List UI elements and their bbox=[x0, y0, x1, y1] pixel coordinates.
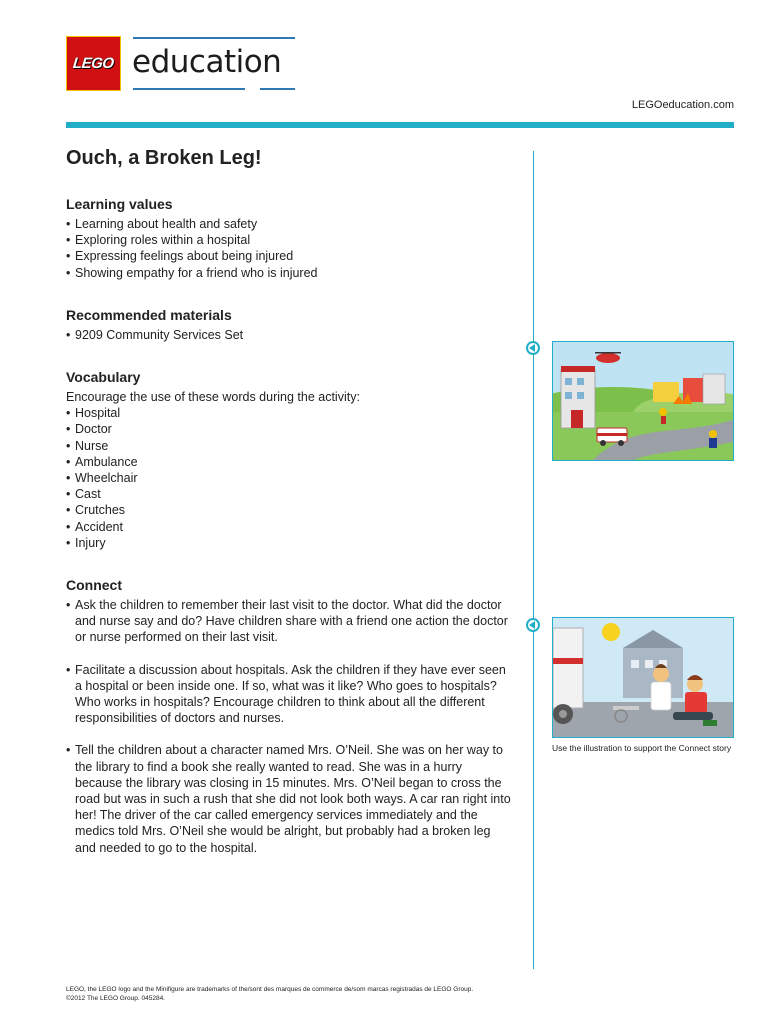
list-item: • Ambulance bbox=[66, 454, 511, 470]
list-item: • Hospital bbox=[66, 405, 511, 421]
materials-section bbox=[66, 307, 511, 343]
brand-line-bottom-left bbox=[133, 88, 245, 90]
vocabulary-list bbox=[66, 405, 511, 551]
list-item: • Accident bbox=[66, 519, 511, 535]
list-item: • Expressing feelings about being injured bbox=[66, 248, 511, 264]
lego-logo bbox=[66, 36, 121, 91]
brand-line-top bbox=[133, 37, 295, 39]
community-set-illustration bbox=[553, 342, 733, 460]
connect-pointer-icon bbox=[526, 618, 540, 632]
connect-section bbox=[66, 577, 511, 856]
list-item: • 9209 Community Services Set bbox=[66, 327, 511, 343]
list-item: • Injury bbox=[66, 535, 511, 551]
connect-heading: Connect bbox=[66, 577, 122, 594]
learning-values-section bbox=[66, 196, 511, 281]
vocabulary-intro: Encourage the use of these words during the activity: bbox=[66, 390, 360, 405]
vocabulary-section bbox=[66, 369, 511, 551]
page-title: Ouch, a Broken Leg! bbox=[66, 147, 262, 169]
materials-pointer-icon bbox=[526, 341, 540, 355]
list-item: • Doctor bbox=[66, 421, 511, 437]
list-item: • Crutches bbox=[66, 502, 511, 518]
footer-copyright: ©2012 The LEGO Group. 045284. bbox=[66, 995, 165, 1002]
list-item: • Learning about health and safety bbox=[66, 216, 511, 232]
list-item: • Cast bbox=[66, 486, 511, 502]
brand-wordmark: education bbox=[132, 44, 282, 80]
site-url-link[interactable]: LEGOeducation.com bbox=[631, 99, 734, 111]
list-item: • Showing empathy for a friend who is injured bbox=[66, 265, 511, 281]
vocabulary-heading: Vocabulary bbox=[66, 369, 141, 386]
brand-line-bottom-right bbox=[260, 88, 295, 90]
header-rule bbox=[66, 122, 734, 128]
learning-values-heading: Learning values bbox=[66, 196, 173, 212]
list-item: • Wheelchair bbox=[66, 470, 511, 486]
list-item: • Facilitate a discussion about hospitals. Ask the children if they have ever seen a hospital or been inside one. If so, what was it like? Who goes to hospitals? Who works in hospitals? Encourage children to think about all the different responsibilities of doctors and nurses. bbox=[66, 662, 511, 727]
list-item: • Tell the children about a character named Mrs. O’Neil. She was on her way to the library to find a book she really wanted to read. She was in a hurry because the library was closing in 15 minutes. Mrs. O’Neil began to cross the road but was in such a rush that she did not look both ways. A car ran right into her! The driver of the car called emergency services immediately and the medics told Mrs. O’Neil she would be alright, but probably had a broken leg and needed to go to the hospital. bbox=[66, 742, 511, 855]
list-item: • Ask the children to remember their last visit to the doctor. What did the doctor and nurse say and do? Have children share with a friend one action the doctor or nurse performed on their last visit. bbox=[66, 597, 511, 646]
image-caption: Use the illustration to support the Connect story bbox=[552, 743, 732, 753]
lego-logo-text: LEGO bbox=[72, 55, 115, 72]
list-item: • Exploring roles within a hospital bbox=[66, 232, 511, 248]
column-divider bbox=[533, 151, 534, 969]
connect-story-illustration bbox=[553, 618, 733, 737]
footer bbox=[66, 985, 706, 1003]
materials-heading: Recommended materials bbox=[66, 306, 232, 323]
main-content bbox=[66, 147, 511, 882]
list-item: • Nurse bbox=[66, 438, 511, 454]
connect-list bbox=[66, 597, 511, 856]
footer-trademark: LEGO, the LEGO logo and the Minifigure are trademarks of the/sont des marques de commerce de/som marcas registradas de LEGO Group. bbox=[66, 986, 474, 993]
materials-list bbox=[66, 327, 511, 343]
connect-story-image bbox=[552, 617, 734, 738]
learning-values-list bbox=[66, 216, 511, 281]
community-set-image bbox=[552, 341, 734, 461]
